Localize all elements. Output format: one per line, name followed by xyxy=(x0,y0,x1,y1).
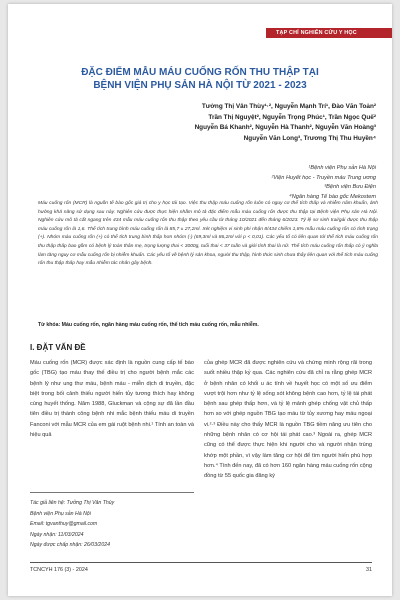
corresponding-affiliation: Bệnh viện Phụ sản Hà Nội xyxy=(30,510,91,517)
journal-header-banner: TẠP CHÍ NGHIÊN CỨU Y HỌC xyxy=(266,28,392,38)
accepted-date: Ngày được chấp nhận: 26/03/2024 xyxy=(30,542,110,548)
abstract-text: Máu cuống rốn (MCR) là nguồn tế bào gốc giá trị cho y học tái tạo. Việc thu thập máu cuống rốn luôn có nguy cơ thể tích thấp và nhiễm nấm khuẩn, ảnh hưởng khả năng sử dụng sau này. Nghiên cứu được thực hiện nhằm mô tả đặc điểm mẫu máu cuống rốn được thu thập tại Bệnh viện Phụ sản Hà Nội. Nghiên cứu mô tả cắt ngang trên 434 mẫu máu cuống rốn thu thập theo yêu cầu từ tháng 10/2021 đến tháng 6/2023. Tỷ lệ sơ sinh trai/gái được thu thập máu cuống rốn là 1,6. Thể tích trung bình máu cuống rốn là 85,7 ± 27,2ml. Xét nghiệm vi sinh phi nhận 8/434 chiếm 1,8% mẫu máu cuống rốn có tình trạng (+). Nhóm máu cuống rốn (+) có thể tích trung bình thấp hơn nhóm (-) (69,3ml và 86,2ml với p < 0,01). Các yếu tố có liên quan tới thể tích máu cuống rốn thu thập thấp bao gồm có bệnh lý toàn thân mẹ, trọng lượng thai < 3000g, tuổi thai < 37 tuần và giới tính thai là nữ. Thể tích máu cuống rốn thấp có ý nghĩa làm tăng nguy cơ mẫu cuống rốn bị nhiễm khuẩn. Các yếu tố về bệnh lý sản khoa, người thu thập, hình thức sinh chưa thấy liên quan với thể tích máu cuống rốn thu thập thấp hay mẫu nhiễm tác nhân gây bệnh. xyxy=(38,201,378,267)
correspondence-info xyxy=(30,492,194,551)
author-line: Trần Thị Nguyệt², Nguyễn Trọng Phúc¹, Trần Ngọc Quế² xyxy=(208,113,376,121)
received-date: Ngày nhận: 11/03/2024 xyxy=(30,531,84,538)
keywords: Từ khóa: Máu cuống rốn, ngân hàng máu cuống rốn, thể tích máu cuống rốn, mẫu nhiễm. xyxy=(38,322,259,328)
corresponding-author: Tác giả liên hệ: Tưởng Thị Vân Thùy xyxy=(30,500,115,506)
section-heading: I. ĐẶT VẤN ĐỀ xyxy=(30,343,86,352)
affiliation-line: ²Viện Huyết học - Truyền máu Trung ương xyxy=(271,174,376,181)
article-title-line-2: BỆNH VIỆN PHỤ SẢN HÀ NỘI TỪ 2021 - 2023 xyxy=(93,80,307,91)
article-title xyxy=(28,66,372,92)
article-title-line-1: ĐẶC ĐIỂM MẪU MÁU CUỐNG RỐN THU THẬP TẠI xyxy=(81,67,319,78)
author-list xyxy=(46,102,376,144)
footer-journal-issue: TCNCYH 176 (3) - 2024 xyxy=(30,567,88,573)
author-line: Nguyễn Văn Long³, Trương Thị Thu Huyền⁴ xyxy=(243,134,376,142)
page-number: 31 xyxy=(366,567,372,573)
affiliation-line: ⁴Ngân hàng Tế bào gốc Mekostem xyxy=(289,193,376,200)
author-line: Nguyễn Bá Khanh², Nguyễn Hà Thanh², Nguyễn Văn Hoàng³ xyxy=(194,124,376,131)
journal-page xyxy=(8,4,392,596)
footer-divider xyxy=(30,562,372,563)
author-line: Tưởng Thị Vân Thùy¹·², Nguyễn Mạnh Trí¹, Đào Văn Toản² xyxy=(201,103,376,110)
affiliation-line: ³Bệnh viện Bưu Điện xyxy=(324,184,376,190)
affiliation-line: ¹Bệnh viện Phụ sản Hà Nội xyxy=(308,165,376,171)
affiliation-list xyxy=(46,164,376,202)
body-column-left: Máu cuống rốn (MCR) được xác định là nguồn cung cấp tế bào gốc (TBG) tạo máu thay thế điều trị cho người bệnh mắc các bệnh lý như ung thư máu, bệnh máu - miễn dịch di truyền, đặc biệt trong bối cảnh thiếu người hiến tủy tương thích hay không cùng huyết thống. Năm 1988, Gluckman và cộng sự đã lần đầu tiên điều trị thành công bệnh nhi mắc bệnh thiếu máu di truyền Fanconi với mẫu MCR của em gái ruột bệnh nhi.¹ Tính an toàn và hiệu quả xyxy=(30,360,194,439)
corresponding-email: Email: tgvanthuy@gmail.com xyxy=(30,521,98,527)
body-column-right: của ghép MCR đã được nghiên cứu và chứng minh rộng rãi trong suốt nhiều thập kỷ qua. Các nghiên cứu đã chỉ ra rằng ghép MCR ở bệnh nhân có khối u ác tính về huyết học có một số ưu điểm vượt trội hơn như tỷ lệ sống sót không bệnh cao hơn, tỷ lệ tái phát bệnh sau ghép thấp hơn, và tỷ lệ mảnh ghép chống vật chủ thấp hơn so với ghép nguồn TBG tạo máu từ tủy xương hay máu ngoại vi.²·³ Điều này cho thấy MCR là nguồn TBG tiềm năng ưu tiên cho những bệnh nhân có cơ hội tái phát cao.³ Ngoài ra, ghép MCR cũng có thể được thực hiện khi người cho và người nhận trùng khớp một phần, vì vậy làm tăng cơ hội để tìm người hiến phù hợp hơn.⁴ Tính đến nay, đã có hơn 160 ngân hàng máu cuống rốn cộng đồng từ 55 quốc gia đăng ký xyxy=(204,360,372,480)
